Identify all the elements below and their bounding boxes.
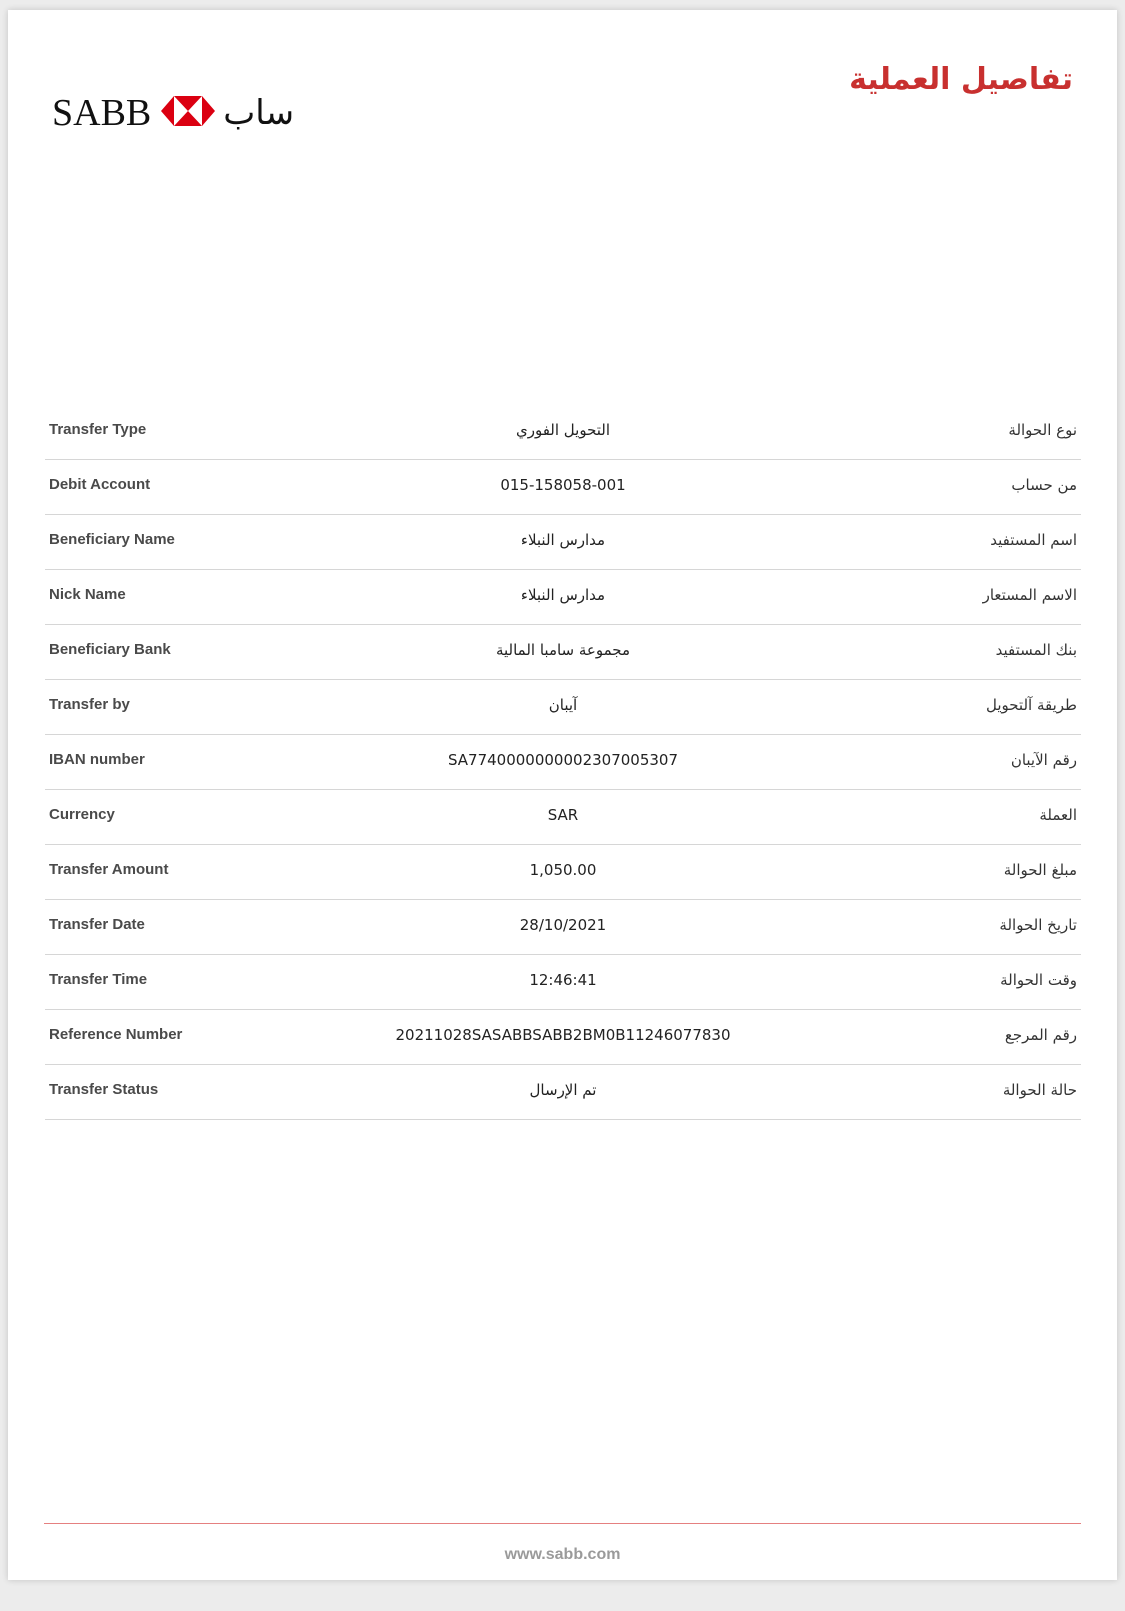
label-ar: من حساب (1011, 476, 1077, 494)
value: مدارس النبلاء (520, 586, 606, 604)
label-ar: رقم الآيبان (1010, 751, 1077, 769)
value: SAR (547, 806, 579, 824)
label-ar: نوع الحوالة (1008, 421, 1077, 439)
detail-row-nick-name (45, 570, 1081, 625)
label-ar: تاريخ الحوالة (999, 916, 1077, 934)
detail-row-beneficiary-bank (45, 625, 1081, 680)
label-en: Transfer Date (49, 916, 145, 933)
logo-text-en: SABB (52, 92, 152, 134)
footer-website-link[interactable]: www.sabb.com (504, 1546, 621, 1563)
label-en: Currency (49, 806, 115, 823)
logo-text-ar: ساب (223, 93, 295, 133)
detail-row-beneficiary-name (45, 515, 1081, 570)
label-ar: مبلغ الحوالة (1003, 861, 1077, 879)
label-en: Beneficiary Bank (49, 641, 171, 658)
detail-row-transfer-status (45, 1065, 1081, 1120)
label-ar: رقم المرجع (1004, 1026, 1077, 1044)
label-ar: بنك المستفيد (995, 641, 1077, 659)
label-ar: وقت الحوالة (1000, 971, 1077, 989)
hexagon-bank-logo-icon (161, 96, 215, 131)
value: 20211028SASABBSABB2BM0B11246077830 (395, 1026, 731, 1044)
label-en: Transfer Time (49, 971, 148, 988)
detail-row-transfer-time (45, 955, 1081, 1010)
label-en: Transfer Status (49, 1081, 159, 1098)
label-ar: اسم المستفيد (990, 531, 1077, 549)
transaction-details-table (45, 405, 1081, 1120)
footer-divider (44, 1523, 1081, 1524)
detail-row-transfer-type (45, 405, 1081, 460)
label-en: IBAN number (49, 751, 145, 768)
label-en: Transfer Amount (49, 861, 169, 878)
label-en: Beneficiary Name (49, 531, 175, 548)
detail-row-currency (45, 790, 1081, 845)
detail-row-transfer-by (45, 680, 1081, 735)
value: 28/10/2021 (519, 916, 607, 934)
page-title: تفاصيل العملية (849, 62, 1073, 97)
value: تم الإرسال (529, 1081, 597, 1099)
value: 1,050.00 (529, 861, 597, 879)
detail-row-reference-number (45, 1010, 1081, 1065)
value: آيبان (548, 696, 578, 714)
value: مدارس النبلاء (520, 531, 606, 549)
detail-row-iban-number (45, 735, 1081, 790)
label-ar: الاسم المستعار (982, 586, 1077, 604)
value: 12:46:41 (529, 971, 597, 989)
label-en: Transfer Type (49, 421, 147, 438)
document-page (8, 10, 1117, 1580)
detail-row-debit-account (45, 460, 1081, 515)
value: التحويل الفوري (515, 421, 611, 439)
label-en: Transfer by (49, 696, 130, 713)
detail-row-transfer-date (45, 900, 1081, 955)
sabb-logo (52, 88, 294, 138)
label-en: Nick Name (49, 586, 126, 603)
label-en: Debit Account (49, 476, 151, 493)
value: SA7740000000002307005307 (447, 751, 679, 769)
label-ar: طريقة آلتحويل (985, 696, 1077, 714)
label-ar: حالة الحوالة (1002, 1081, 1077, 1099)
value: مجموعة سامبا المالية (495, 641, 631, 659)
label-ar: العملة (1039, 806, 1077, 824)
detail-row-transfer-amount (45, 845, 1081, 900)
label-en: Reference Number (49, 1026, 183, 1043)
value: 015-158058-001 (500, 476, 626, 494)
